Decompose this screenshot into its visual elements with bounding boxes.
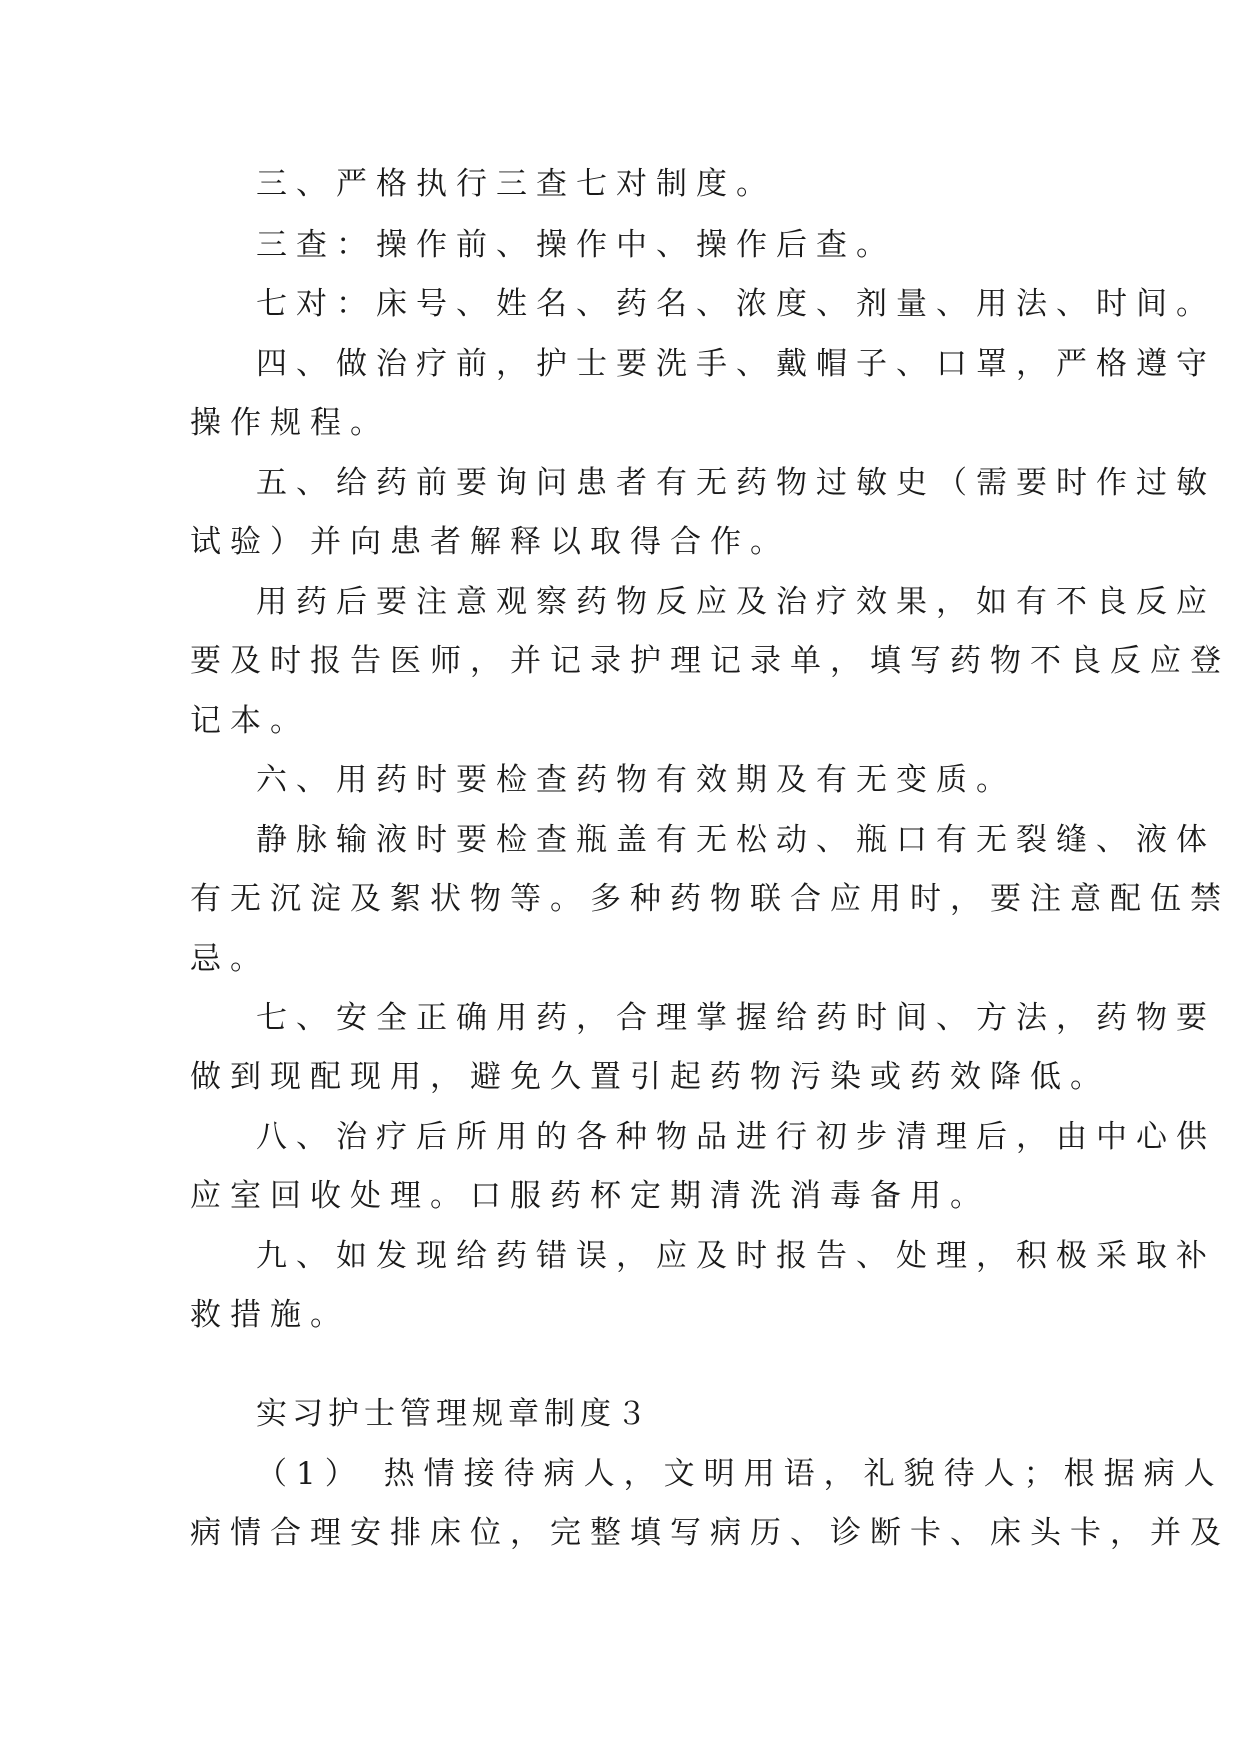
paragraph-line: 救措施。 <box>190 1297 350 1333</box>
paragraph-line: 七对：床号、姓名、药名、浓度、剂量、用法、时间。 <box>256 286 1216 322</box>
paragraph-line: 忌。 <box>190 941 270 977</box>
paragraph-line: 做到现配现用，避免久置引起药物污染或药效降低。 <box>190 1059 1110 1095</box>
paragraph-line: 六、用药时要检查药物有效期及有无变质。 <box>256 762 1016 798</box>
paragraph-line: 七、安全正确用药，合理掌握给药时间、方法，药物要 <box>256 1000 1216 1036</box>
paragraph-line: 用药后要注意观察药物反应及治疗效果，如有不良反应 <box>256 584 1216 620</box>
paragraph-line: 病情合理安排床位，完整填写病历、诊断卡、床头卡，并及 <box>190 1515 1230 1551</box>
paragraph-line: 试验）并向患者解释以取得合作。 <box>190 524 790 560</box>
paragraph-line: 有无沉淀及絮状物等。多种药物联合应用时，要注意配伍禁 <box>190 881 1230 917</box>
paragraph-line: 静脉输液时要检查瓶盖有无松动、瓶口有无裂缝、液体 <box>256 822 1216 858</box>
paragraph-line: 记本。 <box>190 703 310 739</box>
paragraph-line: 要及时报告医师，并记录护理记录单，填写药物不良反应登 <box>190 643 1230 679</box>
paragraph-line: 三、严格执行三查七对制度。 <box>256 166 776 202</box>
section-heading: 实习护士管理规章制度３ <box>256 1396 652 1432</box>
paragraph-line: 四、做治疗前，护士要洗手、戴帽子、口罩，严格遵守 <box>256 346 1216 382</box>
paragraph-line: 九、如发现给药错误，应及时报告、处理，积极采取补 <box>256 1238 1216 1274</box>
paragraph-line: 五、给药前要询问患者有无药物过敏史（需要时作过敏 <box>256 465 1216 501</box>
paragraph-line: 八、治疗后所用的各种物品进行初步清理后，由中心供 <box>256 1119 1216 1155</box>
paragraph-line: 应室回收处理。口服药杯定期清洗消毒备用。 <box>190 1178 990 1214</box>
paragraph-line: 操作规程。 <box>190 405 390 441</box>
paragraph-line: 三查：操作前、操作中、操作后查。 <box>256 227 896 263</box>
paragraph-line: （1） 热情接待病人，文明用语，礼貌待人；根据病人 <box>256 1456 1224 1492</box>
